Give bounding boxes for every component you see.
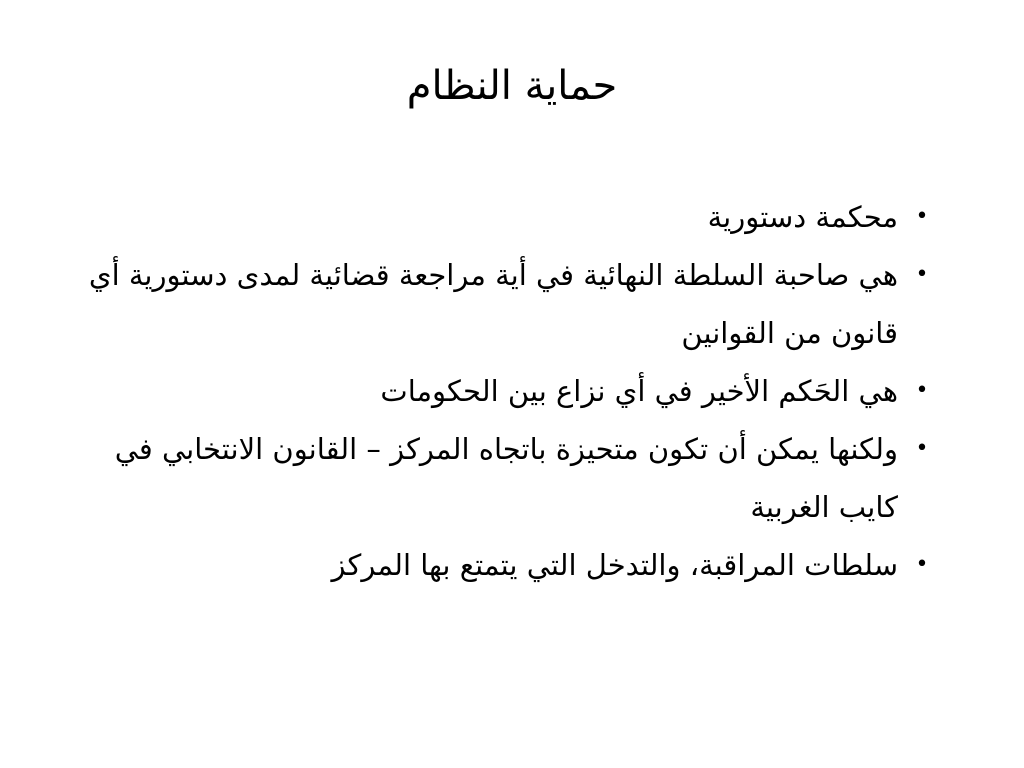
bullet-dot-icon: • — [915, 552, 929, 577]
bullet-item — [82, 188, 932, 246]
bullet-dot-icon: • — [915, 378, 929, 403]
bullet-list — [82, 188, 932, 594]
bullet-item — [82, 246, 932, 362]
bullet-text: سلطات المراقبة، والتدخل التي يتمتع بها المركز — [331, 548, 898, 582]
bullet-item — [82, 420, 932, 536]
bullet-text: ولكنها يمكن أن تكون متحيزة باتجاه المركز – القانون الانتخابي في كايب الغربية — [114, 432, 898, 524]
bullet-item — [82, 536, 932, 594]
bullet-text: محكمة دستورية — [707, 200, 898, 234]
bullet-text: هي صاحبة السلطة النهائية في أية مراجعة قضائية لمدى دستورية أي قانون من القوانين — [88, 258, 898, 350]
slide-title: حماية النظام — [406, 63, 618, 109]
bullet-dot-icon: • — [915, 436, 929, 461]
bullet-dot-icon: • — [915, 262, 929, 287]
bullet-dot-icon: • — [915, 204, 929, 229]
bullet-item — [82, 362, 932, 420]
bullet-text: هي الحَكم الأخير في أي نزاع بين الحكومات — [380, 374, 898, 408]
